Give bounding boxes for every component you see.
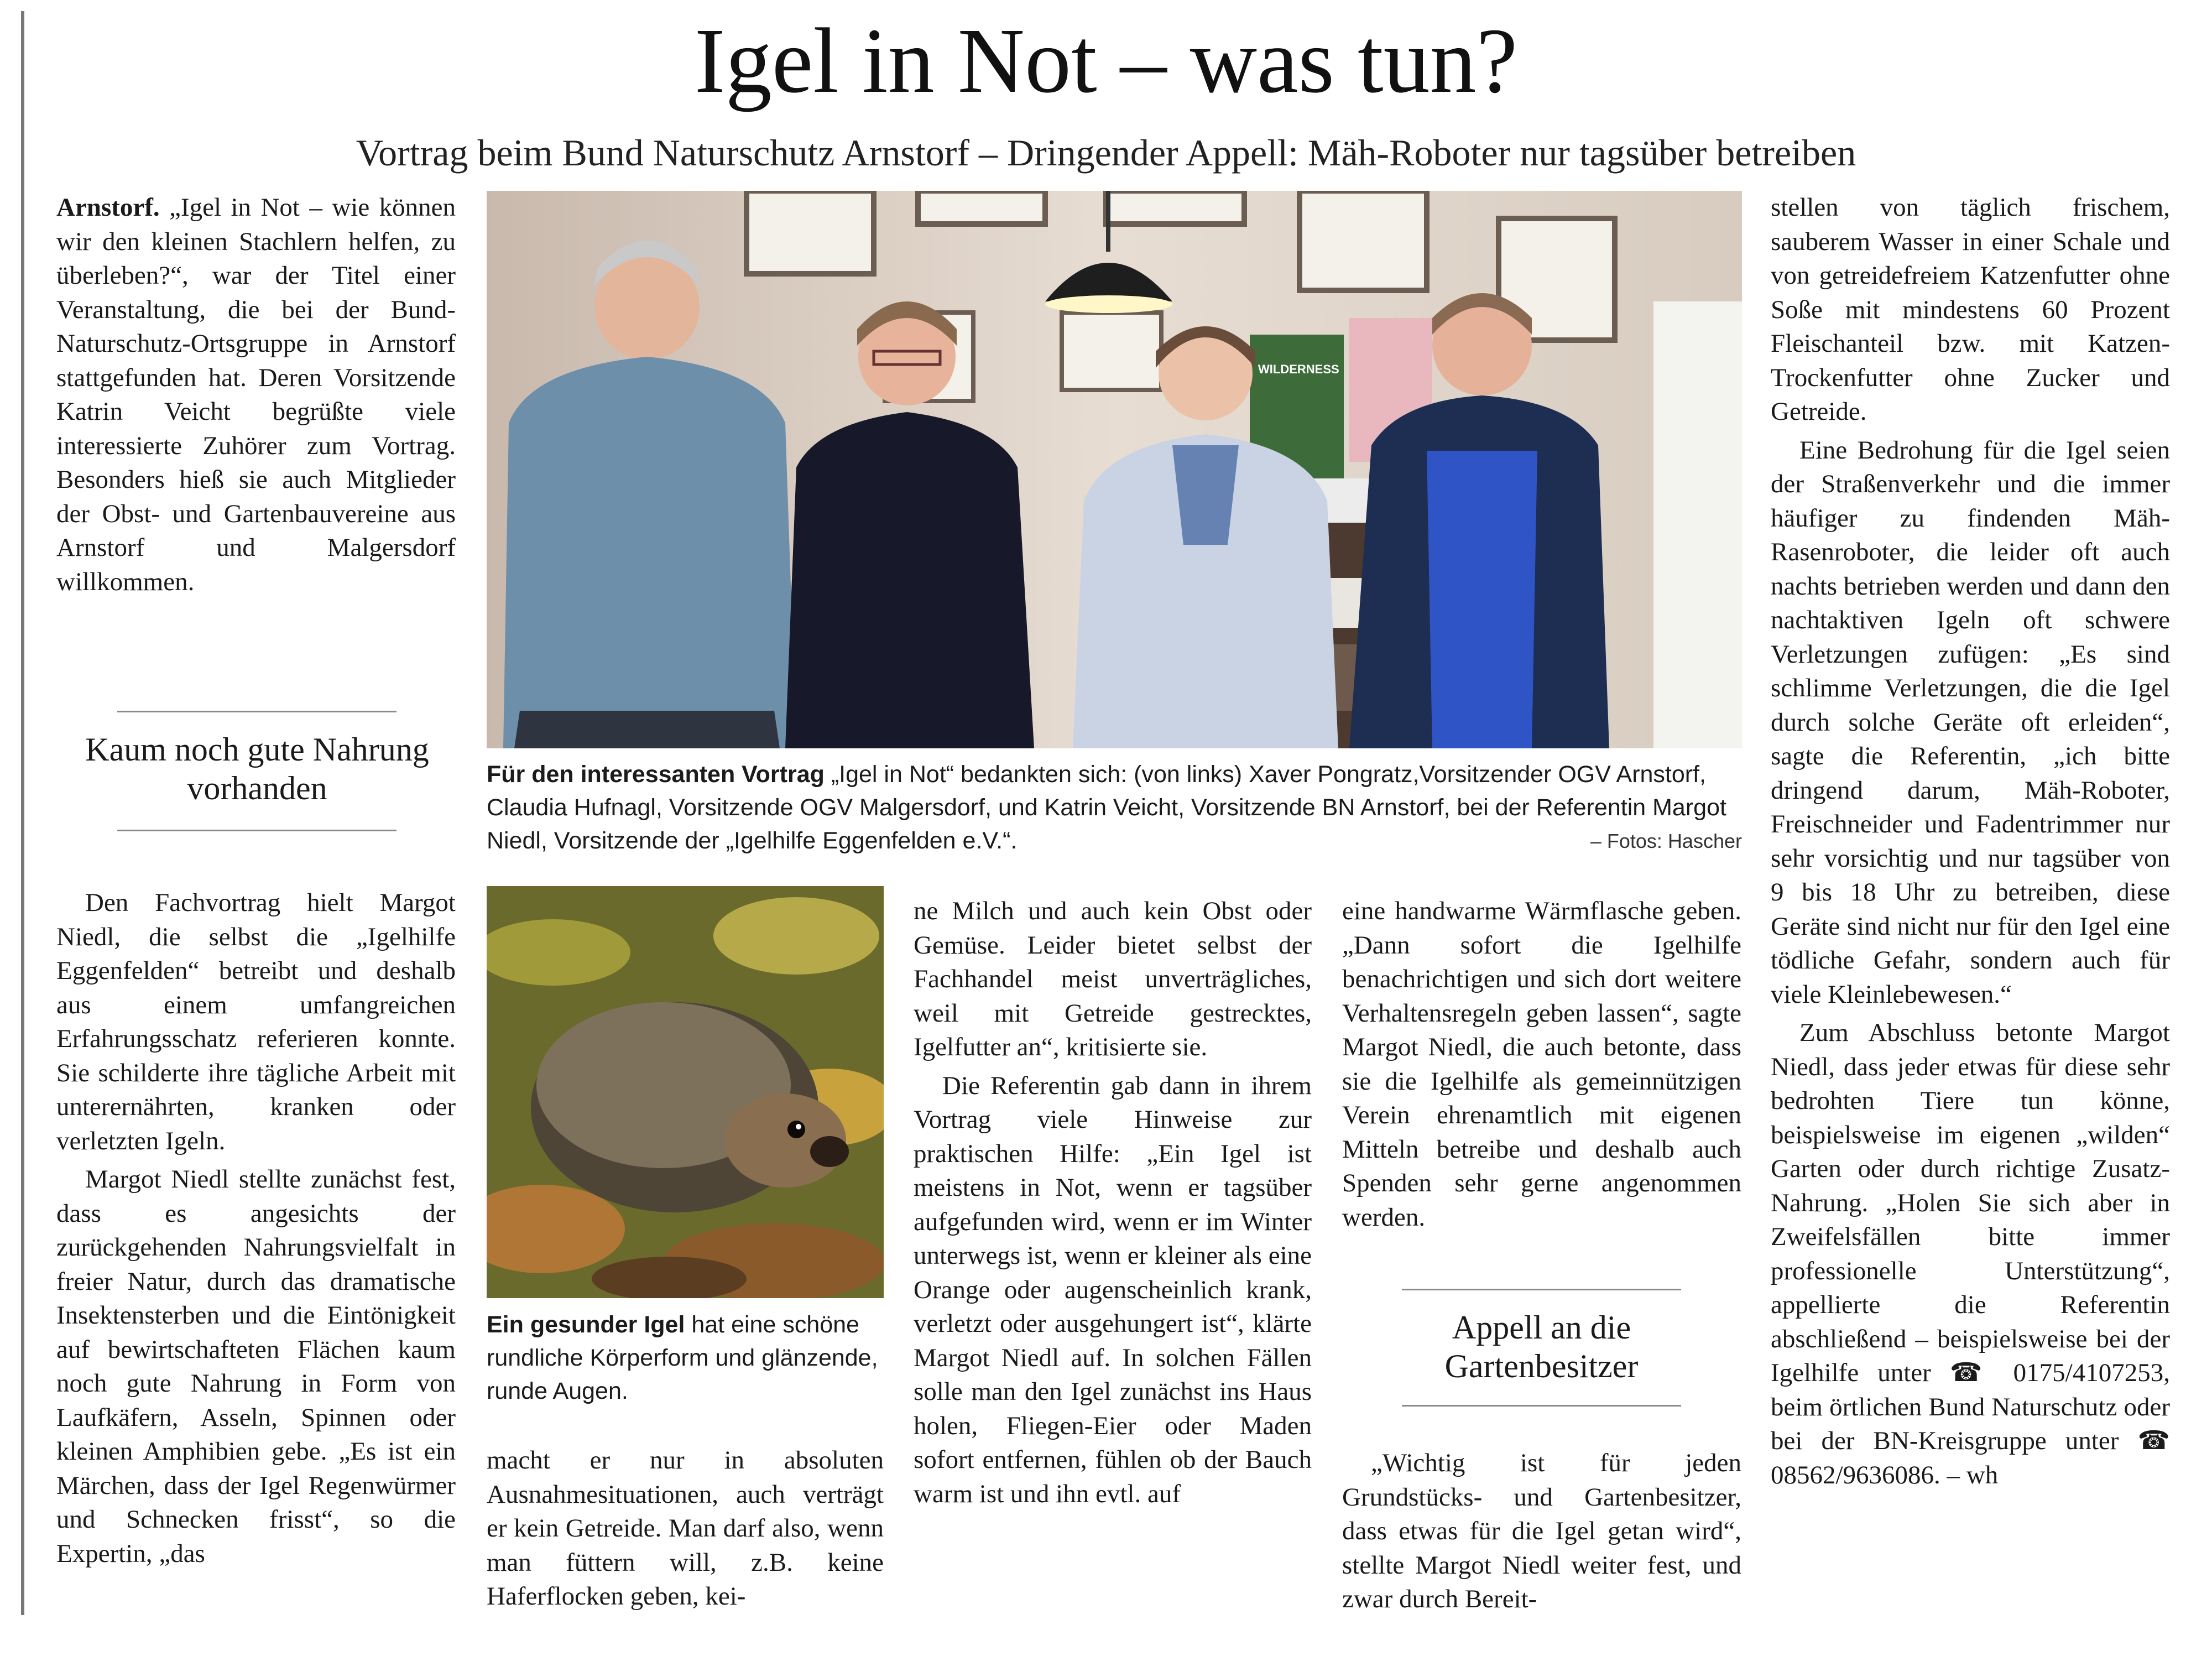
phone-number-bn: 08562/9636086. [1771,1460,1940,1489]
hedgehog-photo [487,886,884,1298]
column-5-para-3b: , beim örtlichen Bund Naturschutz oder bei der BN-Kreisgruppe unter [1771,1358,2170,1455]
column-4-para-2: „Wichtig ist für jeden Grundstücks- und Gartenbesitzer, dass etwas für die Igel getan wird“, stellte Margot Niedl weiter fest, und zwar durch Bereit- [1342,1449,1741,1613]
group-photo-illustration [487,191,1742,748]
paragraph-2: Den Fachvortrag hielt Margot Niedl, die selbst die „Igelhilfe Eggenfelden“ betreibt und deshalb aus einem umfangreichen Erfahrungsschatz referieren konnte. Sie schilderte ihre tägliche Arbeit mit unterernährten, kranken oder verletzten Igeln. [56,888,456,1155]
caption-text: „Igel in Not“ bedankten sich: (von links) Xaver Pongratz,Vorsitzender OGV Arnstorf, Claudia Hufnagl, Vorsitzende OGV Malgersdorf, und Katrin Veicht, Vorsitzende BN Arnstorf, bei der Referentin Margot Niedl, Vorsitzende der „Igelhilfe Eggenfelden e.V.“. [487,761,1726,854]
article-subheadline: Vortrag beim Bund Naturschutz Arnstorf – Dringender Appell: Mäh-Roboter nur tagsüber betreiben [356,132,1856,174]
article-headline: Igel in Not – was tun? [694,9,1518,112]
phone-icon: ☎ [2137,1426,2170,1455]
dateline: Arnstorf. [56,193,160,222]
column-2-text: macht er nur in absoluten Ausnahmesituationen, auch verträgt er kein Getreide. Man darf also, wenn man füttern will, z.B. keine Haferflocken geben, kei- [487,1446,884,1611]
column-2 [487,1444,884,1614]
section-subhead-1: Kaum noch gute Nahrung vorhanden [85,731,429,806]
hedgehog-caption-lead: Ein gesunder Igel [487,1311,685,1338]
divider-bottom [117,830,397,831]
column-5-para-3a: Zum Abschluss betonte Margot Niedl, dass jeder etwas für diese sehr bedrohten Tiere tun könne, beispielsweise im eigenen „wilden“ Garten oder durch richtige Zusatz-Nahrung. „Holen Sie sich aber in Zweifelsfällen bitte immer professionelle Unterstützung“, appellierte die Referentin abschließend – beispielsweise bei der Igelhilfe unter [1771,1018,2170,1387]
column-3-para-1: ne Milch und auch kein Obst oder Gemüse. Leider bietet selbst der Fachhandel meist unverträgliches, weil mit Getreide gestrecktes, Igelfutter an“, kritisierte sie. [914,897,1312,1061]
column-3-para-2: Die Referentin gab dann in ihrem Vortrag viele Hinweise zur praktischen Hilfe: „Ein Igel ist meistens in Not, wenn er tagsüber aufgefunden wird, wenn er im Winter unterwegs ist, wenn er kleiner als eine Orange oder augenscheinlich krank, verletzt oder ausgehungert ist“, klärte Margot Niedl auf. In solchen Fällen solle man den Igel zunächst ins Haus holen, Fliegen-Eier oder Maden sofort entfernen, fühlen ob der Bauch warm ist und ihn evtl. auf [914,1071,1312,1508]
page-edge-rule [21,11,24,1615]
column-4 [1342,894,1741,1235]
paragraph-3: Margot Niedl stellte zunächst fest, dass es angesichts der zurückgehenden Nahrungsvielfalt in freier Natur, durch das dramatische Insektensterben und die Eintönigkeit auf bewirtschafteten Flächen kaum noch gute Nahrung in Form von Laufkäfern, Asseln, Spinnen oder kleinen Amphibien gebe. „Es ist ein Märchen, dass der Igel Regenwürmer und Schnecken frisst“, so die Expertin, „das [56,1165,456,1568]
svg-text:WILDERNESS: WILDERNESS [1258,362,1339,376]
phone-number-igelhilfe: 0175/4107253 [1994,1358,2164,1387]
column-1-top [56,191,456,599]
author-signoff: – wh [1940,1460,1999,1489]
column-1-bottom [56,886,456,1571]
main-photo [487,191,1742,748]
divider-2-top [1402,1289,1681,1290]
hedgehog-caption-text: hat eine schöne rundliche Körperform und glänzende, runde Augen. [487,1311,878,1404]
column-3 [914,894,1312,1511]
hedgehog-illustration [487,886,884,1298]
column-4-para-1: eine handwarme Wärmflasche geben. „Dann sofort die Igelhilfe benachrichtigen und sich dort weitere Verhaltensregeln geben lassen“, sagte Margot Niedl, die auch betonte, dass sie die Igelhilfe als gemeinnützigen Verein ehrenamtlich mit eigenen Mitteln betreibe und deshalb auch Spenden sehr gerne angenommen werden. [1342,897,1741,1232]
intro-paragraph: „Igel in Not – wie können wir den kleinen Stachlern helfen, zu überleben?“, war der Titel einer Veranstaltung, die bei der Bund-Naturschutz-Ortsgruppe in Arnstorf stattgefunden hat. Deren Vorsitzende Katrin Veicht begrüßte viele interessierte Zuhörer zum Vortrag. Besonders hieß sie auch Mitglieder der Obst- und Gartenbauvereine aus Arnstorf und Malgersdorf willkommen. [56,193,456,596]
column-5-para-1: stellen von täglich frischem, sauberem Wasser in einer Schale und von getreidefreiem Katzenfutter ohne Soße mit mindestens 60 Prozent Fleischanteil bzw. mit Katzen-Trockenfutter ohne Zucker und Getreide. [1771,193,2170,426]
divider-top [117,711,397,712]
divider-2-bottom [1402,1405,1681,1407]
caption-lead: Für den interessanten Vortrag [487,761,825,788]
column-5-para-2: Eine Bedrohung für die Igel seien der Straßenverkehr und die immer häufiger zu findenden Mäh-Rasenroboter, die leider oft auch nachts betrieben werden und dann den nachtaktiven Igeln oft schwere Verletzungen zufügen: „Es sind schlimme Verletzungen, die die Igel durch solche Geräte oft erleiden“, sagte die Referentin, „ich bitte dringend darum, Mäh-Roboter, Freischneider und Fadentrimmer nur sehr vorsichtig und nur tagsüber von 9 bis 18 Uhr zu betreiben, diese Geräte sind nicht nur für den Igel eine tödliche Gefahr, sondern auch für viele Kleinlebewesen.“ [1771,435,2170,1009]
column-4-bottom [1342,1446,1741,1617]
phone-icon: ☎ [1949,1358,1995,1387]
section-subhead-2: Appell an die Gartenbesitzer [1444,1309,1639,1384]
column-5 [1771,191,2170,1492]
photo-credit: – Fotos: Hascher [1590,830,1742,852]
hedgehog-caption [487,1308,884,1408]
